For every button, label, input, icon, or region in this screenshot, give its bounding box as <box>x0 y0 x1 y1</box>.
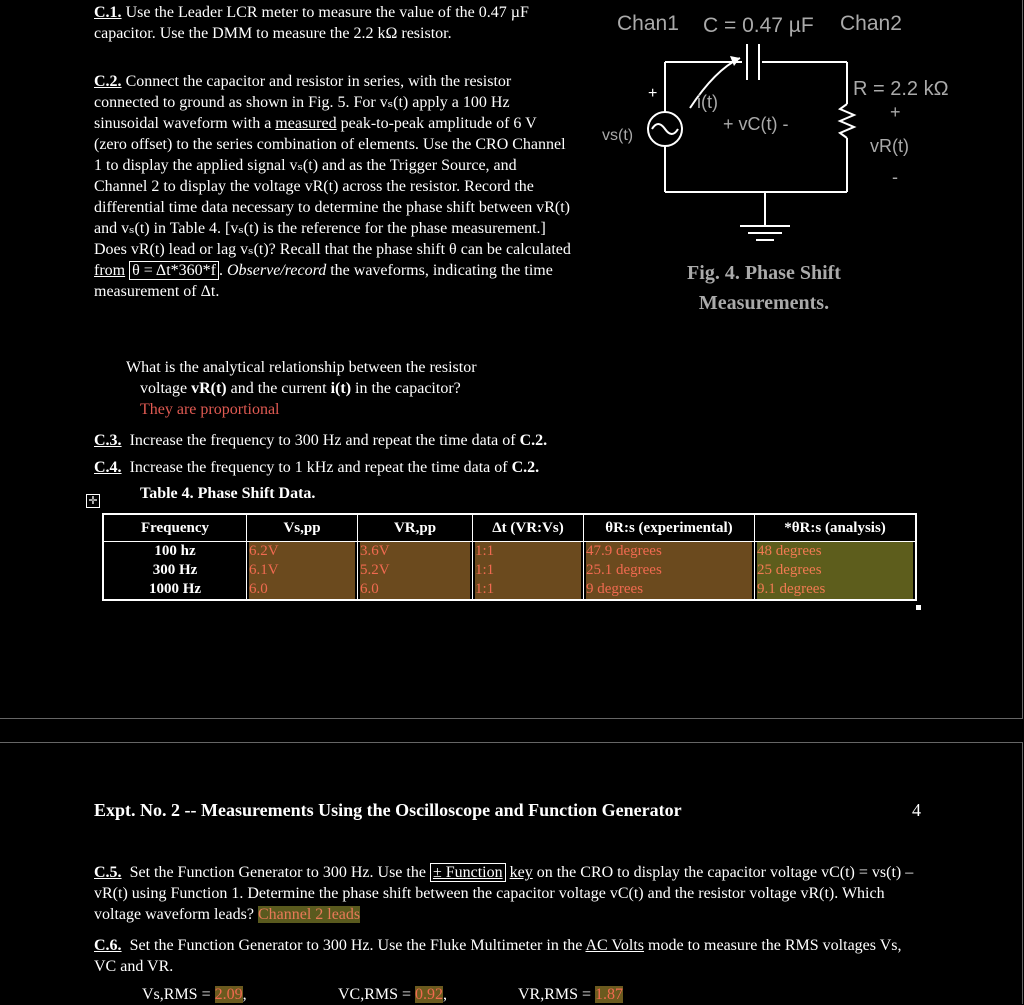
c3-ref: C.2. <box>519 432 548 449</box>
figure-caption-line2: Measurements. <box>698 292 830 314</box>
question-line2 <box>126 378 566 399</box>
cell[interactable] <box>584 542 755 562</box>
page-number: 4 <box>912 800 921 820</box>
table-title: Table 4. Phase Shift Data. <box>140 485 316 502</box>
experiment-title: Expt. No. 2 -- Measurements Using the Oscilloscope and Function Generator <box>94 800 682 820</box>
c3-label: C.3. <box>94 432 122 449</box>
section-c4 <box>94 457 539 478</box>
question-line1: What is the analytical relationship between the resistor <box>126 359 477 376</box>
table-row <box>103 542 916 562</box>
cell-value: 6.0 <box>249 580 355 599</box>
cell[interactable] <box>473 580 584 600</box>
cell-value: 1:1 <box>475 580 581 599</box>
cell[interactable] <box>358 580 473 600</box>
cell-value: 6.1V <box>249 561 355 580</box>
c2-measured: measured <box>275 115 337 132</box>
vr-label: vR(t) <box>870 136 909 156</box>
section-c1 <box>94 2 574 44</box>
table-resize-handle[interactable] <box>916 605 921 610</box>
q-a: voltage <box>140 380 192 397</box>
c2-from: from <box>94 262 126 279</box>
c5-function-key: ± Function <box>430 863 506 882</box>
cell-value: 5.2V <box>360 561 470 580</box>
cell-freq: 300 Hz <box>103 561 247 580</box>
cell-value: 9 degrees <box>586 580 752 599</box>
c5-text1: Set the Function Generator to 300 Hz. Use the <box>129 864 426 881</box>
c2-text2: peak-to-peak amplitude of 6 V (zero offset) to the series combination of elements. Use the CRO Channel 1 to display the applied signal vₛ(t) and as the Trigger Source, and Channel 2 to display the voltage vR(t) across the resistor. Record the differential time data necessary to determine the phase shift between vR(t) and vₛ(t) in Table 4. [vₛ(t) is the reference for the phase measurement.] Does vR(t) lead or lag vₛ(t)? Recall that the phase shift θ can be calculated <box>94 115 571 258</box>
cell-value: 9.1 degrees <box>757 580 913 599</box>
chan2-label: Chan2 <box>840 12 902 35</box>
cell[interactable] <box>755 542 917 562</box>
rms-vr-label: VR,RMS = <box>518 986 596 1003</box>
rms-vc: VC,RMS = 0.92, <box>338 986 448 1003</box>
table-row <box>103 580 916 600</box>
c1-text: Use the Leader LCR meter to measure the value of the 0.47 µF capacitor. Use the DMM to measure the 2.2 kΩ resistor. <box>94 4 529 42</box>
table-row <box>103 561 916 580</box>
table-header-row <box>103 514 916 542</box>
c4-text: Increase the frequency to 1 kHz and repeat the time data of <box>129 459 508 476</box>
cell[interactable] <box>473 561 584 580</box>
cell[interactable] <box>584 580 755 600</box>
q-vr: vR(t) <box>191 380 227 397</box>
cell-value: 48 degrees <box>757 542 913 561</box>
c2-formula: θ = Δt*360*f <box>129 261 219 280</box>
c3-text: Increase the frequency to 300 Hz and repeat the time data of <box>129 432 516 449</box>
c1-label: C.1. <box>94 4 122 21</box>
section-c2: C.2. Connect the capacitor and resistor in series, with the resistor connected to ground as shown in Fig. 5. For vₛ(t) apply a 100 Hz sinusoidal waveform with a measured peak-to-peak amplitude of 6 V (zero offset) to the series combination of elements. Use the CRO Channel 1 to display the applied signal vₛ(t) and as the Trigger Source, and Channel 2 to display the voltage vR(t) across the resistor. Record the differential time data necessary to determine the phase shift between vR(t) and vₛ(t) in Table 4. [vₛ(t) is the reference for the phase measurement.] Does vR(t) lead or lag vₛ(t)? Recall that the phase shift θ can be calculated from θ = Δt*360*f . Observe/record the waveforms, indicating the time measurement of Δt. <box>94 73 571 300</box>
cell[interactable] <box>247 580 358 600</box>
current-label: i(t) <box>697 92 718 112</box>
vc-label: + vC(t) - <box>723 114 789 134</box>
c5-text2: on the CRO to display the capacitor voltage vC(t) = vs(t) – vR(t) using Function 1. Determine the phase shift between the capacitor voltage vC(t) and the resistor voltage vR(t). Which voltage waveform leads? <box>94 864 914 923</box>
circuit-diagram <box>590 0 1020 330</box>
cell-value: 25 degrees <box>757 561 913 580</box>
table-move-handle-icon[interactable]: ✛ <box>86 494 100 508</box>
cell[interactable] <box>358 542 473 562</box>
c5-label: C.5. <box>94 864 122 881</box>
section-c5 <box>94 862 924 925</box>
rms-vr-value[interactable]: 1.87 <box>595 986 624 1003</box>
c4-ref: C.2. <box>511 459 540 476</box>
plus-source: + <box>648 85 658 102</box>
cell-value: 6.0 <box>360 580 470 599</box>
cell-freq: 100 hz <box>103 542 247 562</box>
vs-label: vs(t) <box>602 127 634 144</box>
question-block <box>126 357 566 420</box>
rms-vs-value[interactable]: 2.09 <box>214 986 243 1003</box>
c6-text1: Set the Function Generator to 300 Hz. Use the Fluke Multimeter in the <box>129 937 583 954</box>
rms-vr <box>518 984 623 1005</box>
section-c3 <box>94 430 547 451</box>
q-c: and the current <box>226 380 331 397</box>
rms-vs-label: Vs,RMS = <box>142 986 215 1003</box>
cell[interactable] <box>755 580 917 600</box>
rms-vc-value[interactable]: 0.92 <box>415 986 444 1003</box>
section-c6 <box>94 935 924 977</box>
c6-text2: mode to measure the RMS voltages Vs, VC and VR. <box>94 937 902 975</box>
rms-vs: Vs,RMS = 2.09, <box>142 986 247 1003</box>
minus-res: - <box>892 167 898 187</box>
c5-answer[interactable]: Channel 2 leads <box>257 906 361 923</box>
c6-label: C.6. <box>94 937 122 954</box>
cell[interactable] <box>247 542 358 562</box>
figure-caption-line1: Fig. 4. Phase Shift <box>687 262 841 284</box>
c5-key: key <box>509 864 533 881</box>
cell[interactable] <box>473 542 584 562</box>
question-answer[interactable]: They are proportional <box>140 401 280 418</box>
th-frequency: Frequency <box>103 514 247 542</box>
cell-value: 3.6V <box>360 542 470 561</box>
cell-value: 6.2V <box>249 542 355 561</box>
th-dt: Δt (VR:Vs) <box>473 514 584 542</box>
th-analysis: *θR:s (analysis) <box>755 514 917 542</box>
cell-value: 25.1 degrees <box>586 561 752 580</box>
phase-shift-table <box>102 513 917 601</box>
c4-label: C.4. <box>94 459 122 476</box>
cell[interactable] <box>358 561 473 580</box>
chan1-label: Chan1 <box>617 12 679 35</box>
resistor-zigzag <box>840 104 854 138</box>
q-e: in the capacitor? <box>351 380 461 397</box>
cell[interactable] <box>584 561 755 580</box>
cell[interactable] <box>755 561 917 580</box>
c2-label: C.2. <box>94 73 122 90</box>
plus-res: + <box>890 102 901 122</box>
th-exp: θR:s (experimental) <box>584 514 755 542</box>
rms-vc-label: VC,RMS = <box>338 986 416 1003</box>
c2-observe: Observe/record <box>226 262 327 279</box>
th-vspp: Vs,pp <box>247 514 358 542</box>
cell-value: 1:1 <box>475 542 581 561</box>
cell[interactable] <box>247 561 358 580</box>
sine-icon <box>652 124 678 134</box>
c6-acv: AC Volts <box>585 937 645 954</box>
res-label: R = 2.2 kΩ <box>853 78 949 100</box>
q-it: i(t) <box>330 380 352 397</box>
c2-text3: the waveforms, indicating the time measurement of Δt. <box>94 262 553 300</box>
c2-text1: Connect the capacitor and resistor in series, with the resistor connected to ground as shown in Fig. 5. For vₛ(t) apply a 100 Hz sinusoidal waveform with a <box>94 73 512 132</box>
cell-value: 47.9 degrees <box>586 542 752 561</box>
cap-label: C = 0.47 µF <box>703 14 814 37</box>
cell-value: 1:1 <box>475 561 581 580</box>
th-vrpp: VR,pp <box>358 514 473 542</box>
cell-freq: 1000 Hz <box>103 580 247 600</box>
